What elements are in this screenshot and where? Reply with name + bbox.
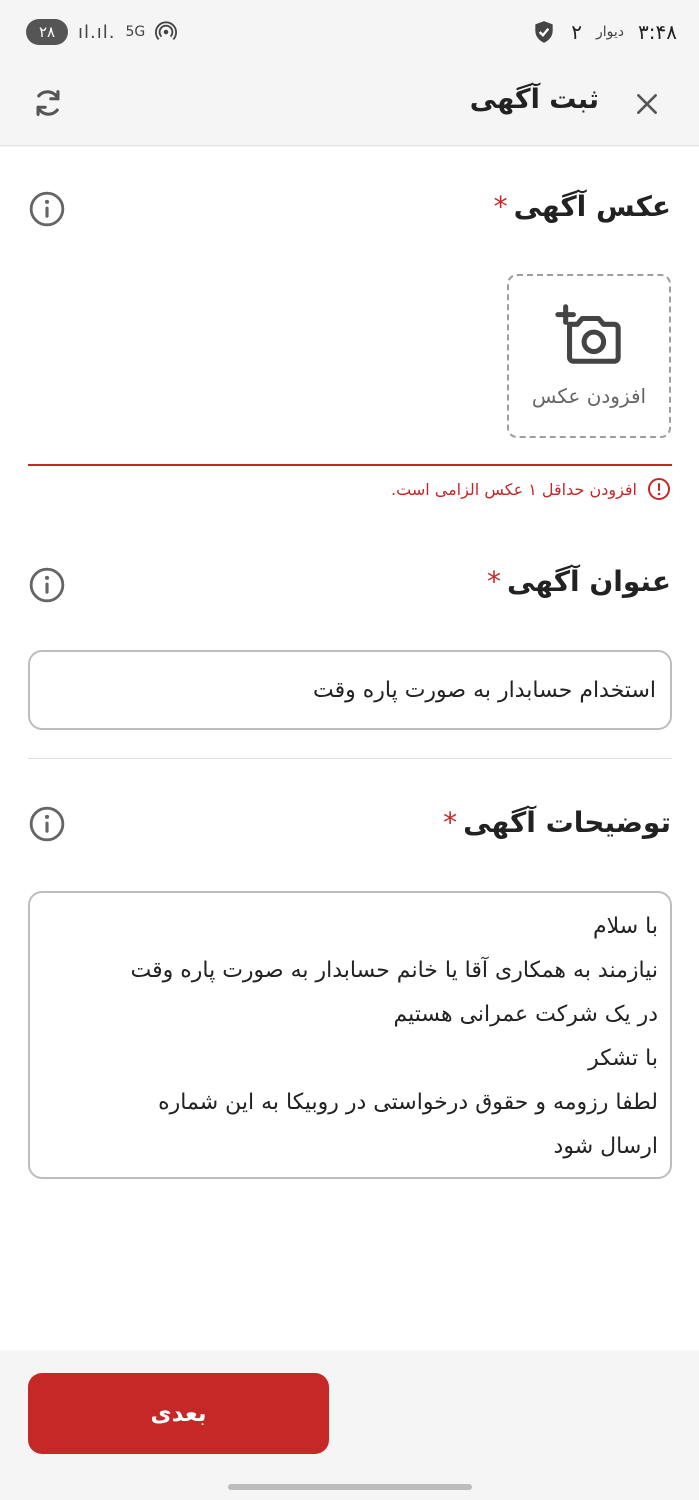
photo-section-title [494, 190, 671, 223]
add-photo-button[interactable] [507, 274, 671, 438]
camera-plus-icon [554, 304, 624, 368]
hotspot-icon [155, 21, 177, 43]
error-message: افزودن حداقل ۱ عکس الزامی است. [391, 479, 637, 499]
shield-check-icon [531, 19, 557, 45]
error-underline [28, 464, 672, 466]
form-content [0, 147, 699, 1350]
photo-error [391, 477, 671, 501]
network-type: 5G [125, 24, 146, 40]
photo-title-text: عکس آگهی [513, 190, 671, 223]
info-icon[interactable] [28, 805, 66, 843]
signal-icon: ıl.ıl. [78, 21, 116, 43]
info-icon[interactable] [28, 566, 66, 604]
app-bar [0, 64, 699, 146]
home-indicator[interactable] [228, 1484, 472, 1490]
app-label: دیوار [596, 24, 625, 40]
required-mark: * [486, 565, 501, 598]
battery-indicator: ۲۸ [26, 19, 68, 45]
bottom-bar [0, 1350, 699, 1500]
clock: ۳:۴۸ [638, 20, 677, 44]
add-photo-label: افزودن عکس [531, 384, 647, 408]
title-label-text: عنوان آگهی [506, 565, 671, 598]
required-mark: * [443, 806, 458, 839]
page-title: ثبت آگهی [469, 84, 599, 115]
notification-count: ۲ [571, 20, 583, 44]
description-section-title [443, 806, 671, 839]
required-mark: * [493, 190, 508, 223]
next-button[interactable]: بعدی [28, 1373, 329, 1454]
ad-description-textarea[interactable]: با سلام نیازمند به همکاری آقا یا خانم حسابدار به صورت پاره وقت در یک شرکت عمرانی هستیم با تشکر لطفا رزومه و حقوق درخواستی در روبیکا به این شماره ارسال شود [28, 891, 672, 1179]
status-right [531, 19, 677, 45]
refresh-icon [31, 86, 65, 120]
section-divider [28, 758, 672, 759]
status-left [26, 19, 177, 45]
status-bar [0, 0, 699, 64]
description-label-text: توضیحات آگهی [463, 806, 671, 839]
ad-title-input[interactable]: استخدام حسابدار به صورت پاره وقت [28, 650, 672, 730]
info-icon[interactable] [28, 190, 66, 228]
error-circle-icon [647, 477, 671, 501]
title-section-title [487, 565, 671, 598]
refresh-button[interactable] [26, 78, 70, 128]
close-icon [634, 91, 660, 117]
close-button[interactable] [625, 82, 669, 126]
